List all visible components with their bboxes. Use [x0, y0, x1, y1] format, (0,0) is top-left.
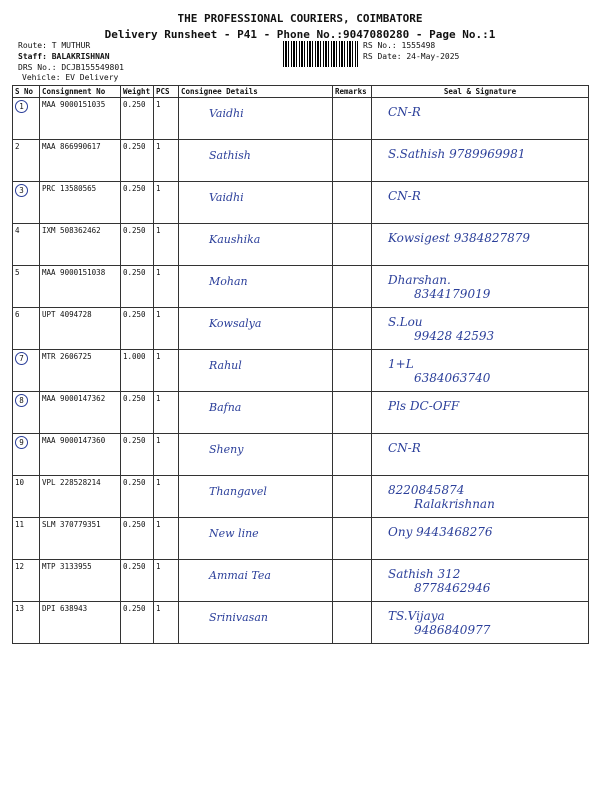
serial-number: 12 — [15, 562, 25, 571]
cell-remarks — [333, 602, 372, 644]
cell-pcs: 1 — [154, 518, 179, 560]
cell-consignment: VPL 228528214 — [40, 476, 121, 518]
cell-signature — [372, 350, 589, 392]
cell-weight: 0.250 — [121, 266, 154, 308]
header-remarks: Remarks — [333, 86, 372, 98]
signature-line-1: Ony 9443468276 — [388, 525, 493, 539]
cell-remarks — [333, 224, 372, 266]
signature-line-1: Sathish 312 — [388, 567, 461, 581]
signature-line-1: 1+L — [388, 357, 414, 371]
staff-line: Staff: BALAKRISHNAN — [18, 52, 110, 61]
cell-weight: 0.250 — [121, 518, 154, 560]
cell-consignee — [179, 434, 333, 476]
consignee-handwriting: Vaidhi — [209, 107, 244, 120]
cell-remarks — [333, 266, 372, 308]
cell-sno — [13, 182, 40, 224]
company-title: THE PROFESSIONAL COURIERS, COIMBATORE — [177, 12, 423, 25]
cell-sno — [13, 602, 40, 644]
table-header-row — [13, 86, 589, 98]
serial-number: 5 — [15, 268, 20, 277]
cell-sno — [13, 476, 40, 518]
cell-signature — [372, 434, 589, 476]
cell-weight: 0.250 — [121, 434, 154, 476]
cell-consignee — [179, 266, 333, 308]
table-row — [13, 392, 589, 434]
cell-remarks — [333, 392, 372, 434]
consignee-handwriting: Mohan — [209, 275, 248, 288]
cell-weight: 0.250 — [121, 182, 154, 224]
header-consignee: Consignee Details — [179, 86, 333, 98]
cell-consignment: DPI 638943 — [40, 602, 121, 644]
serial-number: 2 — [15, 142, 20, 151]
serial-number: 13 — [15, 604, 25, 613]
table-row — [13, 476, 589, 518]
barcode-image — [283, 41, 358, 67]
consignee-handwriting: Thangavel — [209, 485, 267, 498]
cell-weight: 1.000 — [121, 350, 154, 392]
cell-consignment: MTP 3133955 — [40, 560, 121, 602]
signature-line-1: S.Lou — [388, 315, 423, 329]
cell-consignment: MTR 2606725 — [40, 350, 121, 392]
table-row — [13, 308, 589, 350]
consignee-handwriting: Srinivasan — [209, 611, 268, 624]
signature-line-1: S.Sathish 9789969981 — [388, 147, 526, 161]
cell-signature — [372, 392, 589, 434]
cell-consignment: SLM 370779351 — [40, 518, 121, 560]
cell-weight: 0.250 — [121, 98, 154, 140]
cell-pcs: 1 — [154, 140, 179, 182]
cell-consignee — [179, 560, 333, 602]
consignee-handwriting: Kaushika — [209, 233, 261, 246]
table-row — [13, 98, 589, 140]
cell-consignment: MAA 9000147362 — [40, 392, 121, 434]
signature-line-1: Kowsigest 9384827879 — [388, 231, 531, 245]
cell-remarks — [333, 476, 372, 518]
cell-signature — [372, 140, 589, 182]
cell-consignee — [179, 98, 333, 140]
cell-signature — [372, 98, 589, 140]
cell-signature — [372, 224, 589, 266]
cell-sno — [13, 140, 40, 182]
cell-sno — [13, 98, 40, 140]
cell-weight: 0.250 — [121, 308, 154, 350]
table-row — [13, 266, 589, 308]
cell-consignment: MAA 9000147360 — [40, 434, 121, 476]
cell-sno — [13, 518, 40, 560]
cell-weight: 0.250 — [121, 560, 154, 602]
cell-pcs: 1 — [154, 350, 179, 392]
cell-remarks — [333, 98, 372, 140]
cell-signature — [372, 602, 589, 644]
cell-remarks — [333, 434, 372, 476]
serial-number: 8 — [15, 394, 28, 407]
consignee-handwriting: Kowsalya — [209, 317, 262, 330]
header-consignment: Consignment No — [40, 86, 121, 98]
rs-number: RS No.: 1555498 — [363, 41, 436, 50]
cell-consignment: PRC 13580565 — [40, 182, 121, 224]
signature-line-2: 6384063740 — [414, 371, 491, 385]
signature-line-1: Dharshan. — [388, 273, 451, 287]
cell-consignee — [179, 602, 333, 644]
signature-line-2: 99428 42593 — [414, 329, 495, 343]
cell-signature — [372, 182, 589, 224]
cell-remarks — [333, 560, 372, 602]
signature-line-1: 8220845874 — [388, 483, 465, 497]
consignee-handwriting: Vaidhi — [209, 191, 244, 204]
consignee-handwriting: Sheny — [209, 443, 244, 456]
table-row — [13, 560, 589, 602]
cell-weight: 0.250 — [121, 392, 154, 434]
cell-pcs: 1 — [154, 392, 179, 434]
signature-line-2: 8344179019 — [414, 287, 491, 301]
cell-signature — [372, 476, 589, 518]
runsheet-subtitle: Delivery Runsheet - P41 - Phone No.:9047080280 - Page No.:1 — [104, 28, 496, 41]
cell-consignee — [179, 518, 333, 560]
cell-consignment: UPT 4094728 — [40, 308, 121, 350]
header-sno: S No — [13, 86, 40, 98]
cell-consignment: MAA 9000151035 — [40, 98, 121, 140]
cell-signature — [372, 560, 589, 602]
consignee-handwriting: Bafna — [209, 401, 242, 414]
cell-pcs: 1 — [154, 182, 179, 224]
cell-pcs: 1 — [154, 602, 179, 644]
cell-weight: 0.250 — [121, 602, 154, 644]
signature-line-1: TS.Vijaya — [388, 609, 445, 623]
table-row — [13, 518, 589, 560]
cell-sno — [13, 560, 40, 602]
cell-consignee — [179, 476, 333, 518]
table-row — [13, 224, 589, 266]
cell-pcs: 1 — [154, 98, 179, 140]
cell-weight: 0.250 — [121, 476, 154, 518]
signature-line-1: Pls DC-OFF — [388, 399, 460, 413]
serial-number: 10 — [15, 478, 25, 487]
vehicle-line: Vehicle: EV Delivery — [22, 73, 119, 82]
serial-number: 6 — [15, 310, 20, 319]
serial-number: 3 — [15, 184, 28, 197]
cell-sno — [13, 392, 40, 434]
cell-consignment: MAA 9000151038 — [40, 266, 121, 308]
consignee-handwriting: Rahul — [209, 359, 242, 372]
cell-consignee — [179, 182, 333, 224]
drs-line: DRS No.: DCJB155549801 — [18, 63, 124, 72]
signature-line-2: 9486840977 — [414, 623, 491, 637]
signature-line-1: CN-R — [388, 441, 421, 455]
serial-number: 1 — [15, 100, 28, 113]
table-row — [13, 434, 589, 476]
signature-line-2: 8778462946 — [414, 581, 491, 595]
serial-number: 4 — [15, 226, 20, 235]
cell-consignee — [179, 224, 333, 266]
cell-remarks — [333, 518, 372, 560]
cell-consignment: MAA 866990617 — [40, 140, 121, 182]
consignee-handwriting: New line — [209, 527, 259, 540]
cell-consignee — [179, 350, 333, 392]
cell-sno — [13, 224, 40, 266]
cell-sno — [13, 434, 40, 476]
cell-pcs: 1 — [154, 560, 179, 602]
runsheet-table — [12, 85, 589, 644]
cell-pcs: 1 — [154, 476, 179, 518]
serial-number: 7 — [15, 352, 28, 365]
table-row — [13, 350, 589, 392]
route-line: Route: T MUTHUR — [18, 41, 91, 50]
serial-number: 11 — [15, 520, 25, 529]
header-signature: Seal & Signature — [372, 86, 589, 98]
cell-sno — [13, 350, 40, 392]
cell-sno — [13, 308, 40, 350]
cell-signature — [372, 518, 589, 560]
consignee-handwriting: Sathish — [209, 149, 251, 162]
cell-remarks — [333, 182, 372, 224]
table-row — [13, 140, 589, 182]
table-row — [13, 182, 589, 224]
cell-weight: 0.250 — [121, 140, 154, 182]
cell-signature — [372, 308, 589, 350]
cell-pcs: 1 — [154, 434, 179, 476]
cell-pcs: 1 — [154, 224, 179, 266]
cell-consignee — [179, 140, 333, 182]
consignee-handwriting: Ammai Tea — [209, 569, 271, 582]
serial-number: 9 — [15, 436, 28, 449]
cell-consignment: IXM 508362462 — [40, 224, 121, 266]
cell-consignee — [179, 308, 333, 350]
signature-line-2: Ralakrishnan — [414, 497, 495, 511]
cell-remarks — [333, 350, 372, 392]
cell-weight: 0.250 — [121, 224, 154, 266]
cell-consignee — [179, 392, 333, 434]
cell-signature — [372, 266, 589, 308]
signature-line-1: CN-R — [388, 189, 421, 203]
rs-date: RS Date: 24-May-2025 — [363, 52, 460, 61]
signature-line-1: CN-R — [388, 105, 421, 119]
cell-pcs: 1 — [154, 308, 179, 350]
cell-remarks — [333, 308, 372, 350]
cell-sno — [13, 266, 40, 308]
cell-pcs: 1 — [154, 266, 179, 308]
header-pcs: PCS — [154, 86, 179, 98]
header-weight: Weight — [121, 86, 154, 98]
table-row — [13, 602, 589, 644]
cell-remarks — [333, 140, 372, 182]
